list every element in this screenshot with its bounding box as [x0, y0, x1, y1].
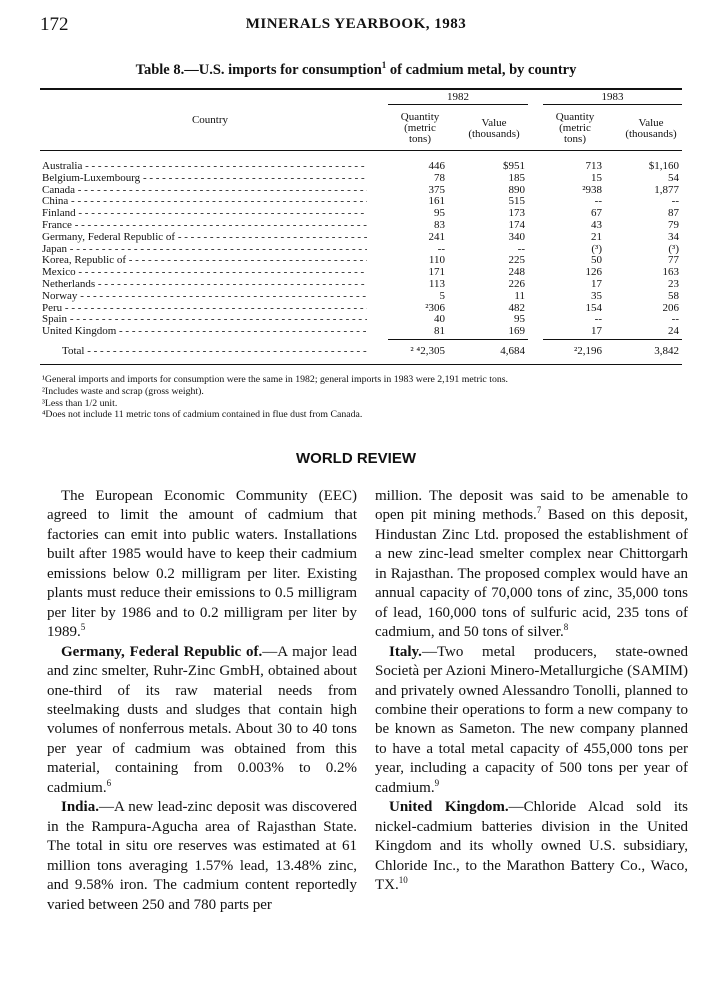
table-row — [0, 185, 712, 197]
value-1982-cell: 95 — [514, 313, 525, 326]
footnote-ref: 5 — [80, 622, 86, 633]
quantity-1982-cell: 83 — [434, 218, 445, 231]
quantity-1983-cell: 43 — [591, 218, 602, 231]
header-qty-line2: (metric — [404, 122, 436, 134]
quantity-1982-cell: 5 — [439, 289, 445, 302]
quantity-1982-cell: 81 — [434, 325, 445, 338]
paragraph-germany — [47, 643, 357, 799]
footnote-ref: 9 — [434, 777, 440, 788]
value-1982-cell: 482 — [508, 301, 525, 314]
section-heading: WORLD REVIEW — [296, 450, 416, 467]
country-cell: Belgium-Luxembourg - - - — [42, 173, 367, 185]
total-value-1983: 3,842 — [654, 345, 679, 357]
country-cell: Australia - - - — [42, 161, 367, 173]
header-value-line1: Value — [481, 117, 507, 129]
paragraph-text: —Chloride Alcad sold its nickel-cadmium batteries division in the United Kingdom and its wholly owned U.S. subsidiary, Chloride Inc., to the Marathon Battery Co., Waco, TX. — [375, 799, 688, 894]
value-1983-cell: 34 — [668, 230, 679, 243]
value-1983-cell: 24 — [668, 325, 679, 338]
value-1983-cell: 1,877 — [654, 183, 679, 196]
table-total-row — [0, 345, 712, 358]
table-row — [0, 303, 712, 315]
value-1983-cell: -- — [671, 195, 679, 208]
quantity-1982-cell: -- — [437, 242, 445, 255]
country-cell: United Kingdom - - - — [42, 326, 367, 338]
table-row — [0, 279, 712, 291]
value-1982-cell: 340 — [508, 230, 525, 243]
value-1982-cell: 515 — [508, 195, 525, 208]
value-1982-cell: 11 — [514, 289, 525, 302]
country-cell: China - - - — [42, 196, 367, 208]
value-1982-cell: 169 — [508, 325, 525, 338]
header-country: Country — [191, 114, 229, 126]
paragraph-text: million. The deposit was said to be amenable to open pit mining methods. — [375, 488, 688, 524]
quantity-1983-cell: 15 — [591, 171, 602, 184]
table-row — [0, 326, 712, 338]
year-1982-rule — [388, 104, 528, 105]
quantity-1982-cell: 446 — [428, 160, 445, 172]
table-title — [0, 60, 712, 79]
country-cell: Norway - - - — [42, 291, 367, 303]
country-cell: Germany, Federal Republic of - - - — [42, 232, 367, 244]
header-qty-line1: Quantity — [555, 111, 595, 123]
quantity-1982-cell: 40 — [434, 313, 445, 326]
value-1982-cell: 173 — [508, 207, 525, 220]
quantity-1982-cell: ²306 — [425, 301, 445, 314]
paragraph-italy — [375, 643, 688, 799]
quantity-1983-cell: 17 — [591, 325, 602, 338]
table-top-rule — [40, 88, 682, 90]
header-quantity-1983 — [540, 112, 610, 145]
value-1983-cell: 206 — [662, 301, 679, 314]
table-row — [0, 314, 712, 326]
table-row — [0, 244, 712, 256]
country-cell: Spain - - - — [42, 314, 367, 326]
quantity-1983-cell: 67 — [591, 207, 602, 220]
country-cell: Canada - - - — [42, 185, 367, 197]
footnote-ref: 10 — [398, 875, 408, 886]
total-quantity-1983: ²2,196 — [573, 345, 602, 357]
data-bottom-rule-1983 — [543, 339, 682, 340]
header-value-line1: Value — [638, 117, 664, 129]
footnote-ref: 7 — [536, 505, 542, 516]
header-value-1983 — [614, 118, 688, 140]
header-qty-line3: tons) — [409, 133, 431, 145]
quantity-1983-cell: (³) — [591, 242, 602, 255]
page-number: 172 — [40, 14, 69, 35]
table-row — [0, 291, 712, 303]
data-bottom-rule-1982 — [388, 339, 528, 340]
value-1983-cell: 87 — [668, 207, 679, 220]
header-bottom-rule — [40, 150, 682, 151]
value-1983-cell: 163 — [662, 266, 679, 279]
paragraph-india-continued — [375, 487, 688, 643]
text-column-left — [47, 487, 357, 915]
total-label: Total - - - — [62, 345, 367, 358]
table-body — [0, 161, 712, 338]
header-value-1982 — [458, 118, 530, 140]
quantity-1983-cell: ²938 — [582, 183, 602, 196]
table-title-footnote-ref: 1 — [381, 60, 387, 70]
paragraph-heading: India. — [61, 799, 99, 816]
footnote: ⁴Does not include 11 metric tons of cadmium contained in flue dust from Canada. — [42, 409, 363, 421]
footnote-ref: 6 — [106, 777, 112, 788]
value-1982-cell: 174 — [508, 218, 525, 231]
value-1982-cell: $951 — [503, 160, 525, 172]
quantity-1983-cell: 21 — [591, 230, 602, 243]
header-value-line2: (thousands) — [468, 128, 520, 140]
paragraph-eec — [47, 487, 357, 643]
value-1983-cell: 54 — [668, 171, 679, 184]
footnote: ¹General imports and imports for consumption were the same in 1982; general imports in 1983 were 2,191 metric tons. — [42, 374, 509, 385]
value-1982-cell: 226 — [508, 277, 525, 290]
table-row — [0, 173, 712, 185]
header-quantity-1982 — [385, 112, 455, 145]
quantity-1983-cell: -- — [594, 313, 602, 326]
table-row — [0, 196, 712, 208]
total-quantity-1982: ² ⁴2,305 — [410, 345, 445, 357]
value-1982-cell: 185 — [508, 171, 525, 184]
table-row — [0, 255, 712, 267]
quantity-1982-cell: 95 — [434, 207, 445, 220]
quantity-1982-cell: 241 — [428, 230, 445, 243]
quantity-1982-cell: 161 — [428, 195, 445, 208]
country-cell: Mexico - - - — [42, 267, 367, 279]
quantity-1982-cell: 113 — [428, 277, 445, 290]
country-cell: Finland - - - — [42, 208, 367, 220]
text-column-right — [375, 487, 688, 896]
paragraph-text: Based on this deposit, Hindustan Zinc Ltd. proposed the establishment of a new zinc-lead smelter complex near Chittorgarh in Rajasthan. The proposed complex would have an annual capacity of 70,000 tons of zinc, 35,000 tons of lead, 160,000 tons of sulfuric acid, 235 tons of cadmium, and 50 tons of silver. — [375, 507, 688, 641]
paragraph-text: The European Economic Community (EEC) agreed to limit the amount of cadmium that factories can emit into public waters. Installations built after 1985 would have to keep their cadmium emissions below 0.2 milligram per liter. Existing plants must reduce their emissions to 0.5 milligram per liter by 1986 and to 0.2 milligram per liter by 1989. — [47, 488, 357, 641]
quantity-1983-cell: 17 — [591, 277, 602, 290]
table-title-suffix: of cadmium metal, by country — [386, 61, 577, 78]
country-cell: Netherlands - - - — [42, 279, 367, 291]
value-1983-cell: (³) — [668, 242, 679, 255]
table-bottom-rule — [40, 364, 682, 365]
paragraph-heading: Germany, Federal Republic of. — [61, 643, 263, 660]
header-year-1983: 1983 — [601, 91, 624, 103]
table-row — [0, 220, 712, 232]
quantity-1983-cell: -- — [594, 195, 602, 208]
quantity-1982-cell: 78 — [434, 171, 445, 184]
table-row — [0, 267, 712, 279]
value-1983-cell: $1,160 — [648, 160, 679, 172]
country-cell: Japan - - - — [42, 244, 367, 256]
paragraph-united-kingdom — [375, 798, 688, 895]
footnote-ref: 8 — [563, 622, 569, 633]
quantity-1983-cell: 713 — [585, 160, 602, 172]
value-1983-cell: 77 — [668, 254, 679, 267]
value-1983-cell: 79 — [668, 218, 679, 231]
header-value-line2: (thousands) — [625, 128, 677, 140]
paragraph-india — [47, 798, 357, 915]
quantity-1982-cell: 171 — [428, 266, 445, 279]
paragraph-text: —A new lead-zinc deposit was discovered in the Rampura-Agucha area of Rajasthan State. The total in situ ore reserves was estimated at 61 million tons averaging 1.57% lead, 13.48% zinc, and 9.58% iron. The cadmium content reportedly varied between 250 and 780 parts per — [47, 799, 357, 913]
table-row — [0, 232, 712, 244]
value-1982-cell: -- — [517, 242, 525, 255]
table-row — [0, 161, 712, 173]
paragraph-heading: United Kingdom. — [389, 799, 509, 816]
table-row — [0, 208, 712, 220]
header-qty-line2: (metric — [559, 122, 591, 134]
header-qty-line3: tons) — [564, 133, 586, 145]
value-1983-cell: 23 — [668, 277, 679, 290]
quantity-1983-cell: 50 — [591, 254, 602, 267]
paragraph-heading: Italy. — [389, 643, 422, 660]
table-footnotes — [42, 374, 692, 421]
quantity-1983-cell: 154 — [585, 301, 602, 314]
table-title-main: Table 8.—U.S. imports for consumption — [135, 61, 382, 78]
quantity-1982-cell: 375 — [428, 183, 445, 196]
total-value-1982: 4,684 — [500, 345, 525, 357]
header-qty-line1: Quantity — [400, 111, 440, 123]
paragraph-text: —Two metal producers, state-owned Società per Azioni Minero-Metallurgiche (SAMIM) and privately owned Alessandro Tonolli, planned to combine their operations to form a new company to be known as Sameton. The new company planned to have a total metal capacity of 455,000 tons per year, including a capacity of 500 tons per year of cadmium. — [375, 643, 688, 796]
country-cell: Korea, Republic of - - - — [42, 255, 367, 267]
header-year-1982: 1982 — [447, 91, 469, 103]
paragraph-text: —A major lead and zinc smelter, Ruhr-Zinc GmbH, obtained about one-third of its raw material needs from steelmaking dusts and sludges that contain high volumes of nonferrous metals. About 30 to 40 tons per year of cadmium was obtained from this material, containing from 0.003% to 0.2% cadmium. — [47, 643, 357, 796]
running-title: MINERALS YEARBOOK, 1983 — [245, 16, 467, 32]
country-cell: France - - - — [42, 220, 367, 232]
year-1983-rule — [543, 104, 682, 105]
quantity-1982-cell: 110 — [428, 254, 445, 267]
value-1982-cell: 890 — [508, 183, 525, 196]
value-1983-cell: 58 — [668, 289, 679, 302]
footnote: ³Less than 1/2 unit. — [42, 397, 118, 409]
value-1982-cell: 248 — [508, 266, 525, 279]
value-1982-cell: 225 — [508, 254, 525, 267]
quantity-1983-cell: 35 — [591, 289, 602, 302]
value-1983-cell: -- — [671, 313, 679, 326]
quantity-1983-cell: 126 — [585, 266, 602, 279]
country-cell: Peru - - - — [42, 303, 367, 315]
footnote: ²Includes waste and scrap (gross weight). — [42, 385, 204, 397]
